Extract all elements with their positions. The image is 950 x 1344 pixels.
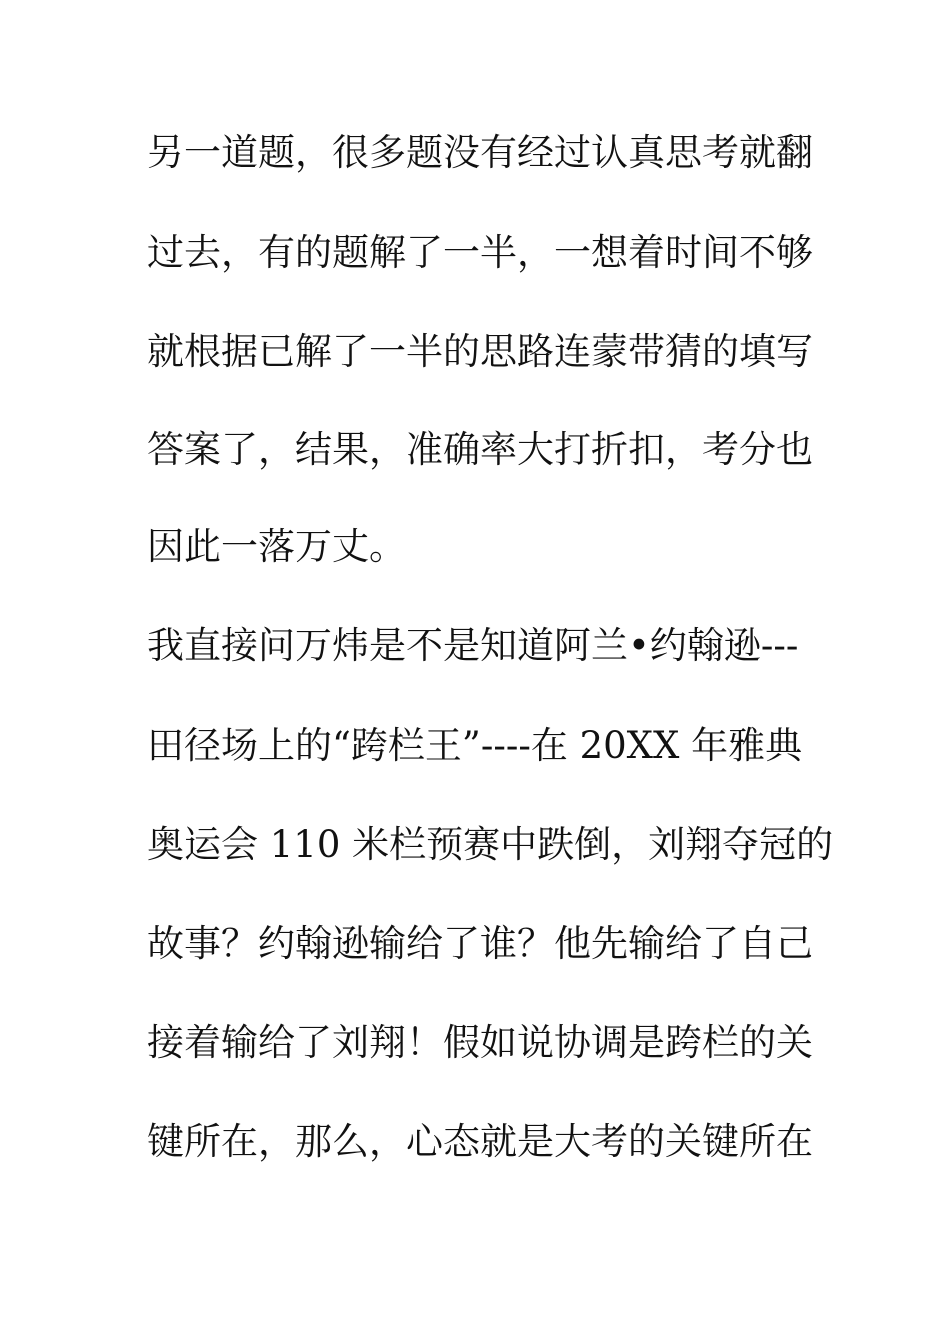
text-line: 奥运会 110 米栏预赛中跌倒，刘翔夺冠的 — [147, 823, 834, 866]
text-line: 田径场上的“跨栏王”----在 20XX 年雅典 — [147, 724, 803, 767]
text-line: 因此一落万丈。 — [147, 525, 406, 568]
text-line: 答案了，结果，准确率大打折扣，考分也 — [147, 428, 813, 471]
text-line: 键所在，那么，心态就是大考的关键所在 — [147, 1120, 813, 1163]
text-line: 接着输给了刘翔！假如说协调是跨栏的关 — [147, 1021, 813, 1064]
text-line: 我直接问万炜是不是知道阿兰•约翰逊--- — [147, 624, 799, 667]
text-line: 过去，有的题解了一半，一想着时间不够 — [147, 231, 813, 274]
text-line: 故事？约翰逊输给了谁？他先输给了自己 — [147, 922, 813, 965]
text-line: 另一道题，很多题没有经过认真思考就翻 — [147, 131, 813, 174]
text-line: 就根据已解了一半的思路连蒙带猜的填写 — [147, 330, 813, 373]
